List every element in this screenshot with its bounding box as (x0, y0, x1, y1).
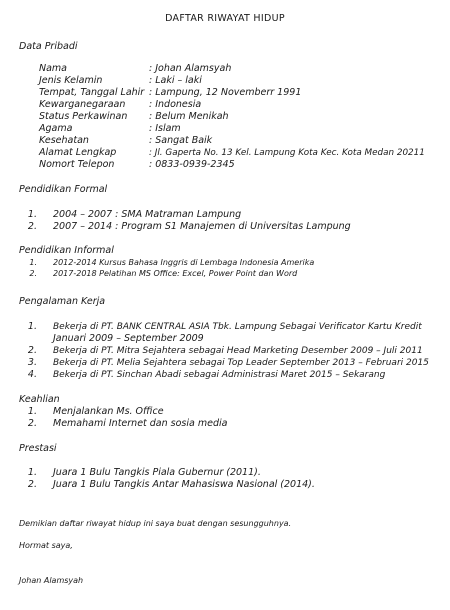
list-item: 2007 – 2014 : Program S1 Manajemen di Universitas Lampung (53, 221, 351, 232)
section-heading-pendidikan-informal: Pendidikan Informal (19, 245, 114, 256)
personal-label: Nama (39, 63, 68, 74)
list-number: 3. (27, 357, 37, 368)
list-number: 1. (27, 209, 37, 220)
personal-label: Agama (39, 123, 73, 134)
closing-greeting: Hormat saya, (19, 541, 73, 550)
list-number: 2. (27, 221, 37, 232)
personal-label: Status Perkawinan (39, 111, 128, 122)
signature-name: Johan Alamsyah (19, 576, 84, 585)
list-number: 2. (27, 418, 37, 429)
personal-label: Nomort Telepon (39, 159, 115, 170)
list-item: Menjalankan Ms. Office (53, 406, 164, 417)
list-item: Memahami Internet dan sosia media (53, 418, 228, 429)
list-item: Bekerja di PT. Mitra Sejahtera sebagai Head Marketing Desember 2009 – Juli 2011 (53, 346, 423, 356)
list-item: Juara 1 Bulu Tangkis Antar Mahasiswa Nasional (2014). (53, 479, 315, 490)
personal-value: : Indonesia (149, 99, 202, 110)
list-item-continuation: Januari 2009 – September 2009 (53, 333, 204, 344)
section-heading-data-pribadi: Data Pribadi (19, 41, 78, 52)
list-number: 1. (29, 258, 37, 267)
personal-value: : Belum Menikah (149, 111, 229, 122)
personal-label: Tempat, Tanggal Lahir (39, 87, 145, 98)
list-item: Juara 1 Bulu Tangkis Piala Gubernur (2011). (53, 467, 261, 478)
list-number: 1. (27, 321, 37, 332)
list-number: 2. (27, 345, 37, 356)
personal-label: Kesehatan (39, 135, 89, 146)
personal-value: : 0833-0939-2345 (149, 159, 235, 170)
personal-value: : Islam (149, 123, 181, 134)
list-item: Bekerja di PT. Sinchan Abadi sebagai Administrasi Maret 2015 – Sekarang (53, 370, 386, 380)
list-number: 2. (29, 269, 37, 278)
personal-value: : Johan Alamsyah (149, 63, 232, 74)
personal-label: Alamat Lengkap (39, 147, 117, 158)
section-heading-keahlian: Keahlian (19, 394, 60, 405)
personal-value: : Laki – laki (149, 75, 202, 86)
section-heading-pendidikan-formal: Pendidikan Formal (19, 184, 108, 195)
personal-value: : Sangat Baik (149, 135, 213, 146)
list-number: 2. (27, 479, 37, 490)
list-item: 2017-2018 Pelatihan MS Office: Excel, Power Point dan Word (53, 269, 298, 278)
personal-label: Kewarganegaraan (39, 99, 126, 110)
list-item: 2012-2014 Kursus Bahasa Inggris di Lembaga Indonesia Amerika (53, 258, 315, 267)
personal-value: : Jl. Gaperta No. 13 Kel. Lampung Kota Kec. Kota Medan 20211 (149, 148, 425, 158)
list-item: Bekerja di PT. Melia Sejahtera sebagai Top Leader September 2013 – Februari 2015 (53, 358, 429, 368)
list-item: 2004 – 2007 : SMA Matraman Lampung (53, 209, 242, 220)
document-title: DAFTAR RIWAYAT HIDUP (165, 13, 285, 24)
personal-label: Jenis Kelamin (39, 75, 103, 86)
list-number: 1. (27, 406, 37, 417)
list-number: 1. (27, 467, 37, 478)
list-item: Bekerja di PT. BANK CENTRAL ASIA Tbk. Lampung Sebagai Verificator Kartu Kredit (53, 322, 422, 332)
section-heading-pengalaman-kerja: Pengalaman Kerja (19, 296, 106, 307)
section-heading-prestasi: Prestasi (19, 443, 57, 454)
closing-statement: Demikian daftar riwayat hidup ini saya buat dengan sesungguhnya. (19, 519, 292, 528)
personal-value: : Lampung, 12 Novemberr 1991 (149, 87, 302, 98)
list-number: 4. (27, 369, 37, 380)
